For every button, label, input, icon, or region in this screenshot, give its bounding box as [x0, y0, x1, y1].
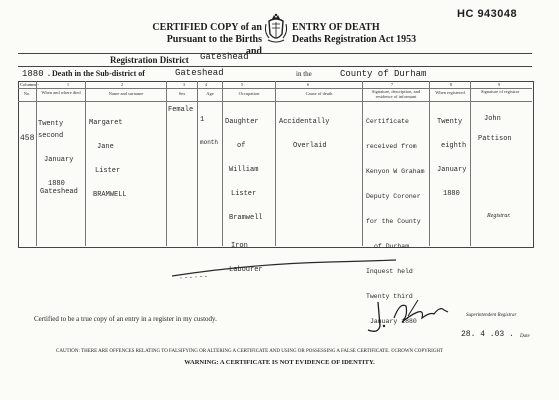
entry-age-value: 1: [200, 116, 205, 124]
header-no: No.: [23, 91, 31, 96]
entry-registrar-role: Registrar.: [487, 213, 511, 219]
col-number-7: 7: [390, 82, 394, 87]
superintendent-signature: [360, 296, 470, 336]
header-occupation: Occupation: [238, 91, 260, 96]
entry-occupation-line5: Bramwell: [229, 214, 263, 222]
entry-cause-line1: Accidentally: [279, 118, 330, 126]
entry-registrar-line1: John: [484, 115, 501, 123]
header-when-where: When and where died: [41, 90, 81, 95]
entry-informant-line5: for the County: [366, 217, 421, 225]
entry-cause: [279, 104, 361, 164]
registration-district-value: Gateshead: [200, 52, 249, 62]
entry-informant-line1: Certificate: [366, 117, 409, 125]
entry-when-line3: 1880: [48, 180, 65, 188]
warning-text: WARNING: A CERTIFICATE IS NOT EVIDENCE OF IDENTITY.: [184, 359, 375, 366]
certificate-number: HC 943048: [457, 8, 518, 20]
header-age: Age: [206, 91, 214, 96]
col-number-1: 1: [66, 82, 70, 87]
registration-district-label: Registration District: [110, 55, 189, 65]
header-name: Name and surname: [108, 91, 144, 96]
entry-informant-line3: Kenyon W Graham: [366, 167, 425, 175]
in-the-label: in the: [296, 70, 312, 78]
entry-registered-line3: January: [437, 166, 467, 174]
entry-informant-line9: January 1880: [370, 317, 417, 325]
entry-occupation-line4: Lister: [231, 190, 257, 198]
entry-sex: Female: [168, 106, 194, 114]
col-number-8: 8: [449, 82, 453, 87]
entry-registrar-line2: Pattison: [478, 135, 512, 143]
registration-year: 1880: [22, 69, 44, 79]
entry-age-unit: month: [200, 139, 219, 146]
col-number-2: 2: [120, 82, 124, 87]
entry-when-registered: [437, 104, 471, 212]
title-right: [292, 22, 432, 46]
entry-occupation-line6: Iron: [231, 242, 248, 250]
entry-informant-line8: Twenty third: [366, 292, 413, 300]
entry-registered-line2: eighth: [441, 142, 467, 150]
title-right-line2: Deaths Registration Act 1953: [292, 34, 417, 45]
entry-name-line2: Jane: [97, 143, 114, 151]
county-value: County of Durham: [340, 69, 427, 79]
entry-occupation-line1: Daughter: [225, 118, 259, 126]
entry-name-line3: Lister: [95, 167, 121, 175]
title-left-line2: Pursuant to the Births and: [166, 34, 262, 57]
date-label: Date: [520, 334, 530, 339]
entry-when-line2: January: [44, 156, 74, 164]
caution-text: CAUTION: THERE ARE OFFENCES RELATING TO FALSIFYING OR ALTERING A CERTIFICATE AND USING OR POSSESSING A FALSE CERTIFICATE. ©CROWN COPYRIGHT: [56, 349, 444, 354]
header-when-registered: When registered: [435, 90, 465, 95]
header-cause: Cause of death: [305, 91, 333, 96]
entry-occupation-line3: William: [229, 166, 259, 174]
certificate-date: 28. 4 .03 .: [461, 330, 514, 339]
entry-informant-line7: Inquest held: [366, 267, 413, 275]
columns-label: Columns:-: [20, 82, 40, 87]
col-number-9: 9: [497, 82, 501, 87]
entry-occupation-line7: Labourer: [229, 266, 263, 274]
entry-when-line1: Twenty second: [38, 120, 64, 140]
certify-text: Certified to be a true copy of an entry in a register in my custody.: [34, 315, 217, 323]
entry-name: [89, 105, 165, 213]
entry-registrar: [478, 104, 528, 154]
entry-place: Gateshead: [40, 188, 78, 196]
col-number-3: 3: [182, 82, 186, 87]
entry-informant-line2: received from: [366, 142, 417, 150]
title-left-line1: CERTIFIED COPY of an: [152, 22, 262, 33]
col-number-6: 6: [306, 82, 310, 87]
subdistrict-label: . Death in the Sub-district of: [48, 69, 145, 78]
entry-occupation-line2: of: [237, 142, 246, 150]
entry-name-line4: BRAMWELL: [93, 191, 127, 199]
entry-name-line1: Margaret: [89, 119, 123, 127]
superintendent-registrar-label: Superintendent Registrar: [466, 313, 517, 318]
cancellation-stroke: [170, 254, 400, 284]
entry-registered-line4: 1880: [443, 190, 460, 198]
title-right-line1: ENTRY OF DEATH: [292, 22, 380, 33]
entry-age: [200, 104, 218, 159]
col-number-4: 4: [204, 82, 208, 87]
entry-cause-line2: Overlaid: [293, 142, 327, 150]
entry-informant-line4: Deputy Coroner: [366, 192, 421, 200]
header-registrar: Signature of registrar: [480, 89, 520, 94]
col-number-5: 5: [240, 82, 244, 87]
entry-number: 458: [20, 134, 35, 143]
entry-registered-line1: Twenty: [437, 118, 463, 126]
header-informant: Signature, description, and residence of informant: [371, 89, 421, 99]
royal-crest-icon: [263, 12, 289, 46]
entry-informant-line6: of Durham: [374, 242, 410, 250]
subdistrict-value: Gateshead: [175, 68, 224, 78]
header-sex: Sex: [178, 91, 186, 96]
